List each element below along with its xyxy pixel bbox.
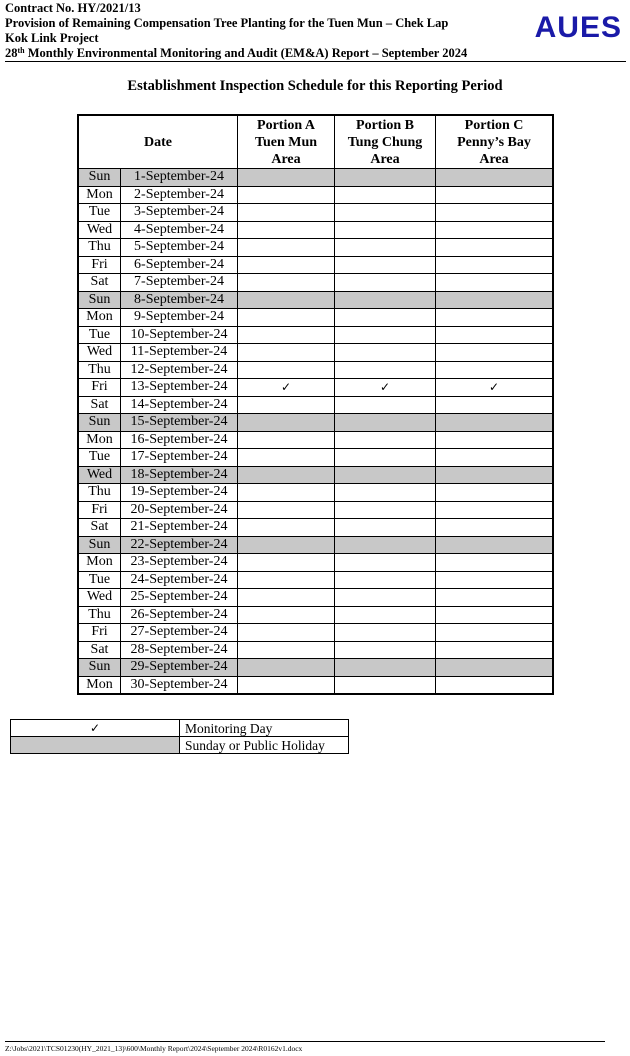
- portion-a-cell: [238, 554, 335, 572]
- portion-b-cell: [335, 239, 436, 257]
- date-cell: 7-September-24: [121, 274, 238, 292]
- table-row: [78, 536, 553, 554]
- date-cell: 17-September-24: [121, 449, 238, 467]
- portion-a-cell: [238, 589, 335, 607]
- portion-c-cell: [436, 204, 554, 222]
- day-cell: Sun: [78, 169, 121, 187]
- portion-c-cell: [436, 449, 554, 467]
- portion-b-header-line: Area: [370, 151, 400, 167]
- day-cell: Sat: [78, 274, 121, 292]
- date-cell: 3-September-24: [121, 204, 238, 222]
- portion-a-cell: [238, 309, 335, 327]
- legend-holiday-label: Sunday or Public Holiday: [180, 737, 349, 754]
- portion-b-cell: [335, 291, 436, 309]
- day-cell: Sun: [78, 536, 121, 554]
- table-row: [78, 291, 553, 309]
- portion-b-cell: [335, 344, 436, 362]
- portion-a-cell: [238, 291, 335, 309]
- table-row: [78, 641, 553, 659]
- legend-holiday-swatch: [11, 737, 180, 754]
- portion-b-cell: [335, 659, 436, 677]
- portion-b-cell: [335, 519, 436, 537]
- table-row: [78, 221, 553, 239]
- project-title-line-1: Provision of Remaining Compensation Tree Planting for the Tuen Mun – Chek Lap: [5, 16, 449, 30]
- date-cell: 23-September-24: [121, 554, 238, 572]
- portion-b-cell: [335, 396, 436, 414]
- portion-b-cell: [335, 536, 436, 554]
- table-row: [78, 466, 553, 484]
- portion-c-header-line: Portion C: [464, 117, 524, 133]
- day-cell: Tue: [78, 326, 121, 344]
- date-cell: 26-September-24: [121, 606, 238, 624]
- date-cell: 1-September-24: [121, 169, 238, 187]
- day-cell: Sun: [78, 659, 121, 677]
- document-header: [5, 1, 625, 61]
- portion-b-header-line: Portion B: [356, 117, 414, 133]
- portion-b-cell: [335, 361, 436, 379]
- portion-a-header-line: Area: [271, 151, 301, 167]
- day-cell: Fri: [78, 624, 121, 642]
- table-row: [78, 379, 553, 397]
- date-cell: 12-September-24: [121, 361, 238, 379]
- table-row: [78, 186, 553, 204]
- portion-a-cell: [238, 361, 335, 379]
- day-cell: Thu: [78, 239, 121, 257]
- portion-c-cell: [436, 519, 554, 537]
- portion-c-header-line: Area: [479, 151, 509, 167]
- portion-c-cell: [436, 606, 554, 624]
- portion-b-cell: [335, 466, 436, 484]
- portion-b-cell: [335, 221, 436, 239]
- date-cell: 25-September-24: [121, 589, 238, 607]
- day-cell: Sat: [78, 396, 121, 414]
- legend-check-symbol: ✓: [11, 720, 180, 737]
- day-cell: Mon: [78, 186, 121, 204]
- footer-divider: [5, 1041, 605, 1042]
- day-cell: Sun: [78, 414, 121, 432]
- table-row: [78, 519, 553, 537]
- portion-a-cell: [238, 396, 335, 414]
- portion-c-cell: [436, 239, 554, 257]
- table-row: [78, 484, 553, 502]
- portion-a-cell: [238, 519, 335, 537]
- contract-number: Contract No. HY/2021/13: [5, 1, 141, 15]
- date-cell: 22-September-24: [121, 536, 238, 554]
- legend-row-holiday: [11, 737, 349, 754]
- portion-b-cell: [335, 309, 436, 327]
- portion-c-cell: [436, 676, 554, 694]
- table-row: [78, 676, 553, 694]
- portion-c-cell: [436, 396, 554, 414]
- date-cell: 9-September-24: [121, 309, 238, 327]
- table-row: [78, 449, 553, 467]
- schedule-body: [78, 169, 553, 695]
- portion-b-cell: [335, 501, 436, 519]
- table-row: [78, 571, 553, 589]
- table-row: [78, 344, 553, 362]
- portion-a-header-line: Portion A: [257, 117, 315, 133]
- date-cell: 15-September-24: [121, 414, 238, 432]
- table-row: [78, 396, 553, 414]
- portion-c-cell: [436, 256, 554, 274]
- portion-a-cell: ✓: [238, 379, 335, 397]
- portion-b-header-line: Tung Chung: [347, 134, 423, 150]
- portion-c-cell: [436, 326, 554, 344]
- table-row: [78, 624, 553, 642]
- report-ordinal: 28: [5, 46, 18, 60]
- portion-a-cell: [238, 606, 335, 624]
- portion-a-cell: [238, 344, 335, 362]
- portion-c-header-line: Penny’s Bay: [457, 134, 531, 150]
- day-cell: Sat: [78, 519, 121, 537]
- day-cell: Mon: [78, 309, 121, 327]
- portion-a-cell: [238, 449, 335, 467]
- portion-a-cell: [238, 641, 335, 659]
- portion-a-cell: [238, 571, 335, 589]
- portion-c-cell: [436, 309, 554, 327]
- portion-a-cell: [238, 431, 335, 449]
- date-cell: 18-September-24: [121, 466, 238, 484]
- portion-c-cell: [436, 361, 554, 379]
- portion-a-cell: [238, 221, 335, 239]
- date-cell: 30-September-24: [121, 676, 238, 694]
- portion-b-cell: [335, 484, 436, 502]
- portion-b-cell: [335, 256, 436, 274]
- portion-a-cell: [238, 326, 335, 344]
- portion-b-header: [335, 115, 436, 169]
- portion-a-cell: [238, 414, 335, 432]
- portion-c-cell: [436, 501, 554, 519]
- day-cell: Wed: [78, 221, 121, 239]
- date-cell: 8-September-24: [121, 291, 238, 309]
- date-cell: 5-September-24: [121, 239, 238, 257]
- project-title-line-2: Kok Link Project: [5, 31, 99, 45]
- portion-b-cell: [335, 624, 436, 642]
- portion-b-cell: [335, 571, 436, 589]
- day-cell: Fri: [78, 379, 121, 397]
- table-row: [78, 309, 553, 327]
- table-row: [78, 589, 553, 607]
- portion-b-cell: [335, 606, 436, 624]
- portion-c-cell: [436, 414, 554, 432]
- file-path-footer: Z:\Jobs\2021\TCS01230(HY_2021_13)\600\Monthly Report\2024\September 2024\R0162v1.docx: [5, 1044, 303, 1053]
- legend-monitoring-day-label: Monitoring Day: [180, 720, 349, 737]
- date-cell: 21-September-24: [121, 519, 238, 537]
- report-ordinal-suffix: th: [17, 46, 25, 55]
- date-cell: 2-September-24: [121, 186, 238, 204]
- portion-c-cell: [436, 571, 554, 589]
- portion-a-cell: [238, 624, 335, 642]
- portion-a-cell: [238, 256, 335, 274]
- date-cell: 29-September-24: [121, 659, 238, 677]
- table-row: [78, 606, 553, 624]
- date-cell: 19-September-24: [121, 484, 238, 502]
- portion-a-header: [238, 115, 335, 169]
- aues-logo: AUES: [534, 11, 622, 44]
- portion-b-cell: [335, 204, 436, 222]
- inspection-schedule-table: [77, 114, 554, 695]
- date-cell: 10-September-24: [121, 326, 238, 344]
- day-cell: Wed: [78, 466, 121, 484]
- portion-b-cell: [335, 186, 436, 204]
- portion-c-cell: [436, 554, 554, 572]
- day-cell: Mon: [78, 676, 121, 694]
- portion-b-cell: [335, 326, 436, 344]
- day-cell: Thu: [78, 606, 121, 624]
- portion-c-cell: [436, 624, 554, 642]
- portion-b-cell: [335, 274, 436, 292]
- portion-a-cell: [238, 466, 335, 484]
- date-cell: 24-September-24: [121, 571, 238, 589]
- date-column-header: Date: [78, 115, 238, 169]
- table-row: [78, 501, 553, 519]
- portion-a-cell: [238, 659, 335, 677]
- header-divider: [5, 61, 626, 62]
- portion-c-cell: [436, 431, 554, 449]
- portion-b-cell: [335, 554, 436, 572]
- portion-c-cell: ✓: [436, 379, 554, 397]
- date-cell: 6-September-24: [121, 256, 238, 274]
- table-row: [78, 256, 553, 274]
- portion-a-cell: [238, 536, 335, 554]
- table-row: [78, 361, 553, 379]
- portion-a-cell: [238, 501, 335, 519]
- date-cell: 28-September-24: [121, 641, 238, 659]
- day-cell: Fri: [78, 501, 121, 519]
- table-row: [78, 659, 553, 677]
- portion-c-cell: [436, 274, 554, 292]
- portion-a-cell: [238, 204, 335, 222]
- day-cell: Wed: [78, 344, 121, 362]
- portion-c-cell: [436, 484, 554, 502]
- table-row: [78, 326, 553, 344]
- table-row: [78, 414, 553, 432]
- portion-b-cell: [335, 589, 436, 607]
- portion-c-cell: [436, 589, 554, 607]
- date-cell: 13-September-24: [121, 379, 238, 397]
- portion-a-cell: [238, 676, 335, 694]
- table-row: [78, 274, 553, 292]
- date-cell: 27-September-24: [121, 624, 238, 642]
- legend-table: [10, 719, 349, 754]
- date-cell: 20-September-24: [121, 501, 238, 519]
- portion-c-cell: [436, 169, 554, 187]
- report-title-text: Monthly Environmental Monitoring and Audit (EM&A) Report – September 2024: [24, 46, 468, 60]
- legend-row-monitoring: [11, 720, 349, 737]
- day-cell: Mon: [78, 431, 121, 449]
- day-cell: Tue: [78, 204, 121, 222]
- day-cell: Thu: [78, 361, 121, 379]
- portion-b-cell: [335, 449, 436, 467]
- date-cell: 14-September-24: [121, 396, 238, 414]
- portion-a-cell: [238, 239, 335, 257]
- day-cell: Tue: [78, 571, 121, 589]
- table-header-row: [78, 115, 553, 169]
- day-cell: Fri: [78, 256, 121, 274]
- table-row: [78, 554, 553, 572]
- portion-b-cell: [335, 414, 436, 432]
- date-cell: 4-September-24: [121, 221, 238, 239]
- portion-a-header-line: Tuen Mun: [254, 134, 318, 150]
- portion-b-cell: [335, 169, 436, 187]
- table-row: [78, 239, 553, 257]
- portion-c-header: [436, 115, 554, 169]
- day-cell: Sun: [78, 291, 121, 309]
- portion-c-cell: [436, 659, 554, 677]
- table-row: [78, 431, 553, 449]
- day-cell: Wed: [78, 589, 121, 607]
- page-title: Establishment Inspection Schedule for this Reporting Period: [127, 78, 503, 94]
- portion-c-cell: [436, 466, 554, 484]
- day-cell: Sat: [78, 641, 121, 659]
- portion-a-cell: [238, 186, 335, 204]
- table-row: [78, 169, 553, 187]
- report-title: [5, 46, 625, 61]
- portion-c-cell: [436, 536, 554, 554]
- day-cell: Tue: [78, 449, 121, 467]
- portion-c-cell: [436, 291, 554, 309]
- portion-b-cell: [335, 641, 436, 659]
- portion-a-cell: [238, 169, 335, 187]
- portion-a-cell: [238, 274, 335, 292]
- portion-c-cell: [436, 344, 554, 362]
- portion-b-cell: [335, 676, 436, 694]
- portion-b-cell: ✓: [335, 379, 436, 397]
- portion-c-cell: [436, 221, 554, 239]
- day-cell: Thu: [78, 484, 121, 502]
- portion-c-cell: [436, 186, 554, 204]
- portion-b-cell: [335, 431, 436, 449]
- portion-c-cell: [436, 641, 554, 659]
- table-row: [78, 204, 553, 222]
- date-cell: 16-September-24: [121, 431, 238, 449]
- day-cell: Mon: [78, 554, 121, 572]
- date-cell: 11-September-24: [121, 344, 238, 362]
- portion-a-cell: [238, 484, 335, 502]
